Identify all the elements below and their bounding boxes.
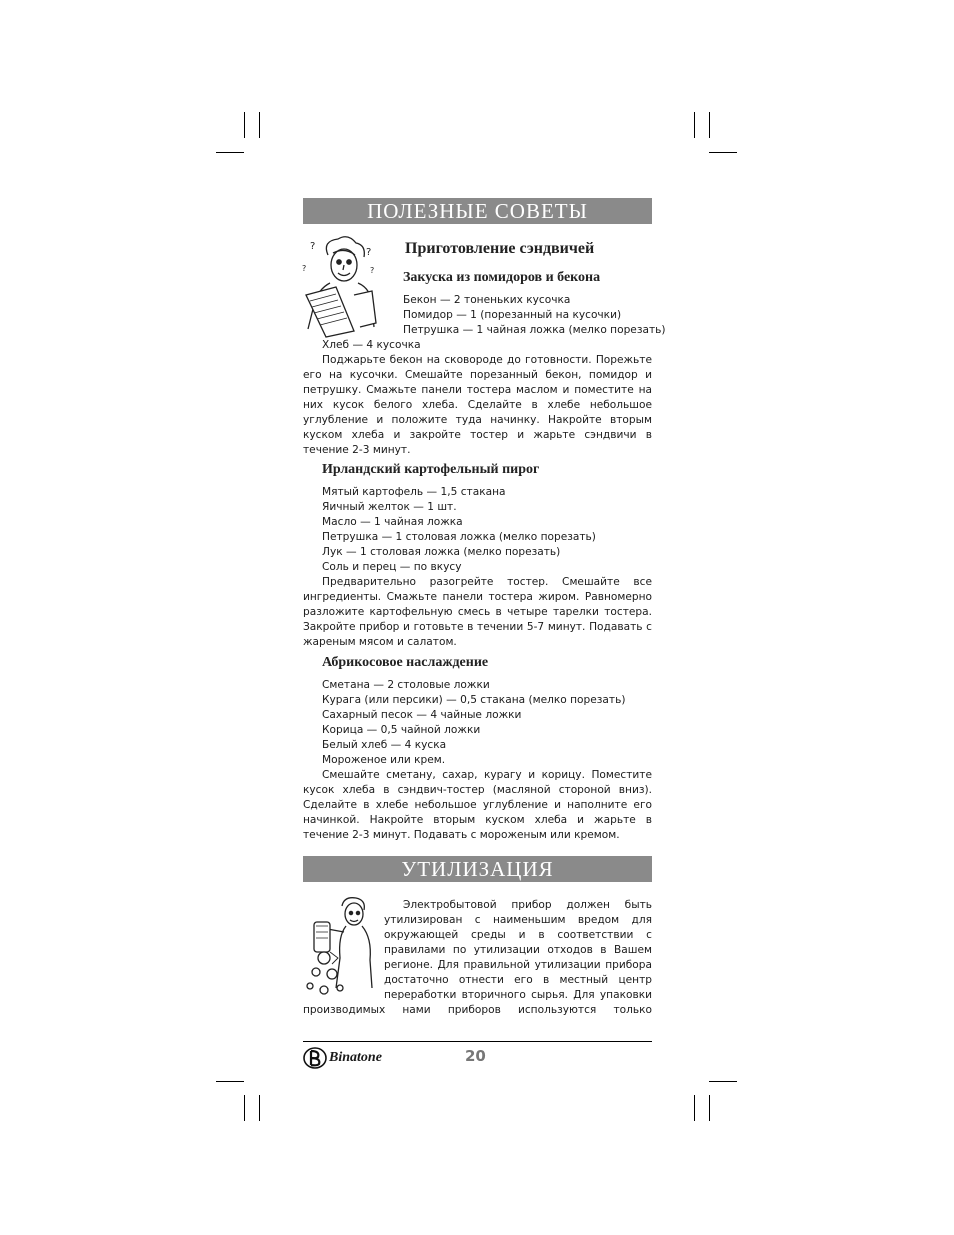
disposal-line: окружающей среды и в соответствии с: [384, 929, 652, 941]
disposal-line: Электробытовой прибор должен быть: [403, 899, 652, 911]
disposal-line: утилизирован с наименьшим вредом для: [384, 914, 652, 926]
crop-mark: [259, 1095, 260, 1121]
crop-mark: [709, 1081, 737, 1082]
brand-logo: [303, 1047, 382, 1069]
disposal-line: достаточно отнести его в местный центр: [384, 974, 652, 986]
crop-mark: [694, 112, 695, 138]
recipe-method-potato-pie: Предварительно разогрейте тостер. Смешайте все ингредиенты. Смажьте панели тостера жиром. Равномерно разложите картофельную смесь в четыре тарелки тостера. Закройте прибор и готовьте в течении 5-7 минут. Подавать с жареным мясом и салатом.: [303, 576, 652, 648]
ingredient-line: Помидор — 1 (порезанный на кусочки): [403, 309, 622, 321]
disposal-illustration: [302, 896, 382, 1000]
svg-text:?: ?: [310, 241, 316, 252]
svg-text:?: ?: [370, 266, 375, 275]
ingredient-line: Мятый картофель — 1,5 стакана: [322, 486, 506, 498]
ingredient-line: Мороженое или крем.: [322, 754, 446, 766]
ingredient-line: Лук — 1 столовая ложка (мелко порезать): [322, 546, 561, 558]
page-number: 20: [465, 1047, 486, 1065]
ingredient-line: Петрушка — 1 чайная ложка (мелко порезать): [403, 324, 666, 336]
binatone-logo-icon: [303, 1047, 327, 1069]
crop-mark: [259, 112, 260, 138]
crop-mark: [216, 1081, 244, 1082]
crop-mark: [709, 112, 710, 138]
footer-rule: [303, 1041, 652, 1042]
crop-mark: [216, 152, 244, 153]
ingredient-line: Корица — 0,5 чайной ложки: [322, 724, 481, 736]
ingredient-line: Курага (или персики) — 0,5 стакана (мелко порезать): [322, 694, 626, 706]
disposal-line: регионе. Для правильной утилизации прибора: [384, 959, 652, 971]
disposal-line: правилами по утилизации отходов в Вашем: [384, 944, 652, 956]
ingredient-line: Белый хлеб — 4 куска: [322, 739, 447, 751]
cook-illustration: [300, 235, 382, 340]
ingredient-line: Петрушка — 1 столовая ложка (мелко порезать): [322, 531, 596, 543]
crop-mark: [244, 112, 245, 138]
crop-mark: [709, 152, 737, 153]
crop-mark: [244, 1095, 245, 1121]
recipe-title-bacon: Закуска из помидоров и бекона: [403, 270, 601, 285]
section-banner-disposal: УТИЛИЗАЦИЯ: [303, 856, 652, 882]
ingredient-line: Бекон — 2 тоненьких кусочка: [403, 294, 571, 306]
ingredient-line: Сметана — 2 столовые ложки: [322, 679, 490, 691]
ingredient-line: Яичный желток — 1 шт.: [322, 501, 457, 513]
crop-mark: [709, 1095, 710, 1121]
ingredient-line: Сахарный песок — 4 чайные ложки: [322, 709, 522, 721]
brand-name: Binatone: [329, 1050, 382, 1065]
recipe-method-apricot: Смешайте сметану, сахар, курагу и корицу. Поместите кусок хлеба в сэндвич-тостер (масляной стороной вниз). Сделайте в хлебе небольшое углубление и наполните его начинкой. Накройте вторым куском хлеба и жарьте в течение 2-3 минут. Подавать с мороженым или кремом.: [303, 769, 652, 841]
disposal-line: переработки вторичного сырья. Для упаковки: [384, 989, 652, 1001]
ingredient-line: Соль и перец — по вкусу: [322, 561, 462, 573]
recipe-title-potato-pie: Ирландский картофельный пирог: [322, 462, 540, 477]
crop-mark: [694, 1095, 695, 1121]
main-heading: Приготовление сэндвичей: [405, 240, 595, 257]
recipe-title-apricot: Абрикосовое наслаждение: [322, 655, 489, 670]
ingredient-line: Хлеб — 4 кусочка: [322, 339, 421, 351]
svg-text:?: ?: [366, 247, 372, 258]
svg-text:?: ?: [302, 264, 307, 273]
section-banner-tips: ПОЛЕЗНЫЕ СОВЕТЫ: [303, 198, 652, 224]
recipe-method-bacon: Поджарьте бекон на сковороде до готовности. Порежьте его на кусочки. Смешайте порезанный бекон, помидор и петрушку. Смажьте панели тостера маслом и поместите на них кусок белого хлеба. Сделайте в хлебе небольшое углубление и положите туда начинку. Накройте вторым куском хлеба и закройте тостер и жарьте сэндвичи в течение 2-3 минут.: [303, 354, 652, 456]
ingredient-line: Масло — 1 чайная ложка: [322, 516, 463, 528]
disposal-line: производимых нами приборов используются только: [303, 1004, 652, 1016]
